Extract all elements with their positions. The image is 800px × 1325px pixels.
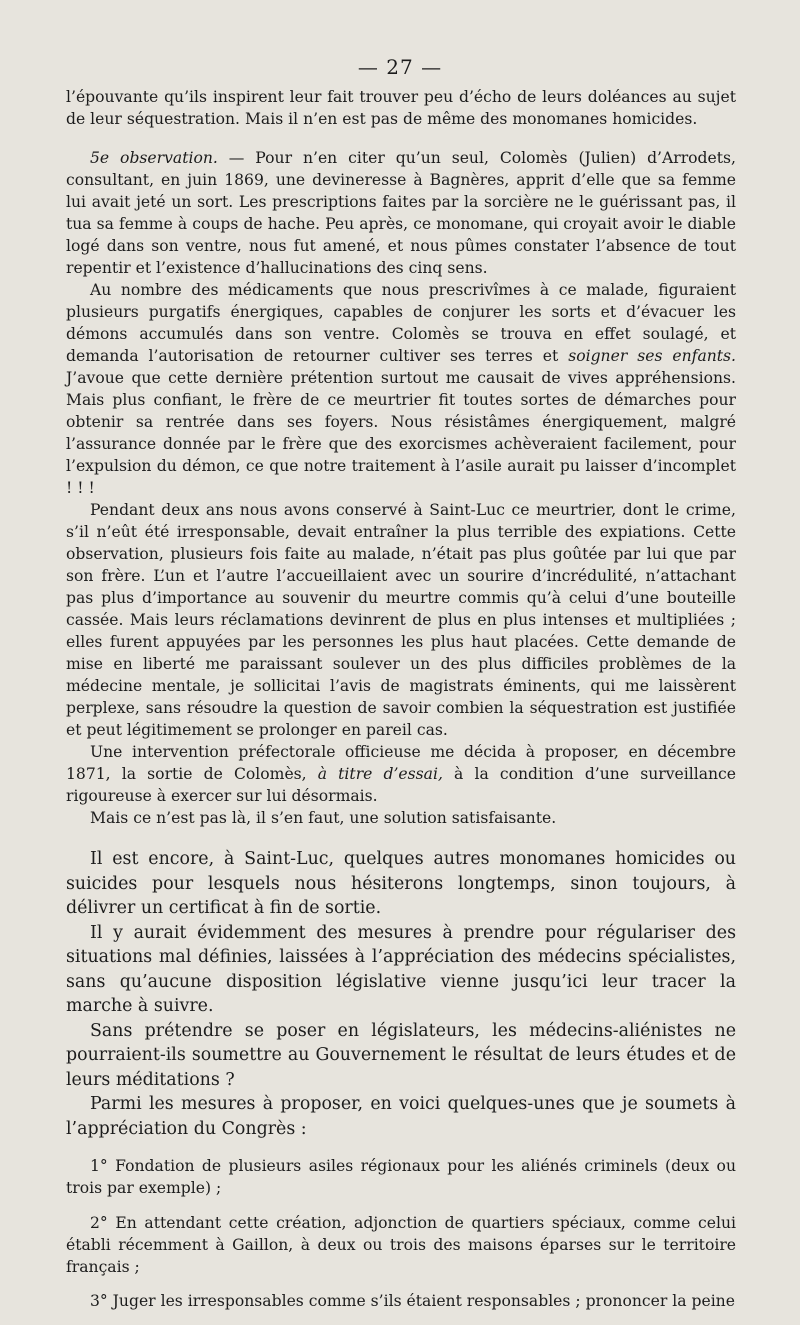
- paragraph: Mais ce n’est pas là, il s’en faut, une solution satisfaisante.: [90, 809, 557, 827]
- emphasis-text: à titre d’essai,: [317, 765, 443, 783]
- paragraph: [66, 741, 736, 807]
- small-type-section: [66, 86, 736, 829]
- paragraph: Pendant deux ans nous avons conservé à Saint-Luc ce meurtrier, dont le crime, s’il n’eût été irresponsable, devait entraîner la plus terrible des expiations. Cette observation, plusieurs fois faite au malade, n’était pas plus goûtée par lui que par son frère. L’un et l’autre l’accueillaient avec un sourire d’incrédulité, n’attachant pas plus d’importance au souvenir du meurtre commis qu’à celui d’une bouteille cassée. Mais leurs réclamations devinrent de plus en plus intenses et multipliées ; elles furent appuyées par les personnes les plus haut placées. Cette demande de mise en liberté me paraissant soulever un des plus difficiles problèmes de la médecine mentale, je sollicitai l’avis de magistrats éminents, qui me laissèrent perplexe, sans résoudre la question de savoir combien la séquestration est justifiée et peut légitimement se prolonger en pareil cas.: [66, 501, 736, 739]
- paragraph-text: Au nombre des médicaments que nous prescrivîmes à ce malade, figuraient plusieurs purgatifs énergiques, capables de conjurer les sorts et d’évacuer les démons accumulés dans son ventre. Colomès se trouva en effet soulagé, et demanda l’autorisation de retourner cultiver ses terres et: [66, 281, 736, 365]
- paragraph: Il y aurait évidemment des mesures à prendre pour régulariser des situations mal définies, laissées à l’appréciation des médecins spécialistes, sans qu’aucune disposition législative vienne jusqu’ici leur tracer la marche à suivre.: [66, 922, 736, 1016]
- large-type-section: [66, 847, 736, 1141]
- observation-label: 5e observation.: [90, 149, 218, 167]
- paragraph: Sans prétendre se poser en législateurs, les médecins-aliénistes ne pourraient-ils soumettre au Gouvernement le résultat de leurs études et de leurs méditations ?: [66, 1020, 736, 1090]
- observation-paragraph: [66, 147, 736, 279]
- paragraph: l’épouvante qu’ils inspirent leur fait trouver peu d’écho de leurs doléances au sujet de leur séquestration. Mais il n’en est pas de même des monomanes homicides.: [66, 88, 736, 128]
- paragraph: Parmi les mesures à proposer, en voici quelques-unes que je soumets à l’appréciation du Congrès :: [66, 1094, 736, 1139]
- paragraph: [66, 279, 736, 499]
- numbered-list: [66, 1155, 736, 1313]
- emphasis-text: soigner ses enfants.: [568, 347, 737, 365]
- paragraph-text: Une intervention préfectorale officieuse me décida à proposer, en décembre 1871, la sortie de Colomès,: [66, 743, 736, 783]
- page-number: — 27 —: [357, 55, 443, 79]
- paragraph-text: J’avoue que cette dernière prétention surtout me causait de vives appréhensions. Mais plus confiant, le frère de ce meurtrier fit toutes sortes de démarches pour obtenir sa rentrée dans ses foyers. Nous résistâmes énergiquement, malgré l’assurance donnée par le frère que des exorcismes achèveraient facilement, pour l’expulsion du démon, ce que notre traitement à l’asile aurait pu laisser d’incomplet ! ! !: [66, 369, 736, 497]
- paragraph: Il est encore, à Saint-Luc, quelques autres monomanes homicides ou suicides pour lesquels nous hésiterons longtemps, sinon toujours, à délivrer un certificat à fin de sortie.: [66, 849, 736, 918]
- observation-text: — Pour n’en citer qu’un seul, Colomès (Julien) d’Arrodets, consultant, en juin 1869, une devineresse à Bagnères, apprit d’elle que sa femme lui avait jeté un sort. Les prescriptions faites par la sorcière ne le guérissant pas, il tua sa femme à coups de hache. Peu après, ce monomane, qui croyait avoir le diable logé dans son ventre, nous fut amené, et nous pûmes constater l’absence de tout repentir et l’existence d’hallucinations des cinq sens.: [66, 149, 736, 277]
- list-item: 2° En attendant cette création, adjonction de quartiers spéciaux, comme celui établi récemment à Gaillon, à deux ou trois des maisons éparses sur le territoire français ;: [66, 1213, 736, 1277]
- paragraph-text: à la condition d’une surveillance rigoureuse à exercer sur lui désormais.: [66, 765, 736, 805]
- list-item: 1° Fondation de plusieurs asiles régionaux pour les aliénés criminels (deux ou trois par exemple) ;: [66, 1157, 736, 1198]
- list-item: 3° Juger les irresponsables comme s’ils étaient responsables ; prononcer la peine: [90, 1292, 735, 1311]
- page-body: [66, 86, 736, 1325]
